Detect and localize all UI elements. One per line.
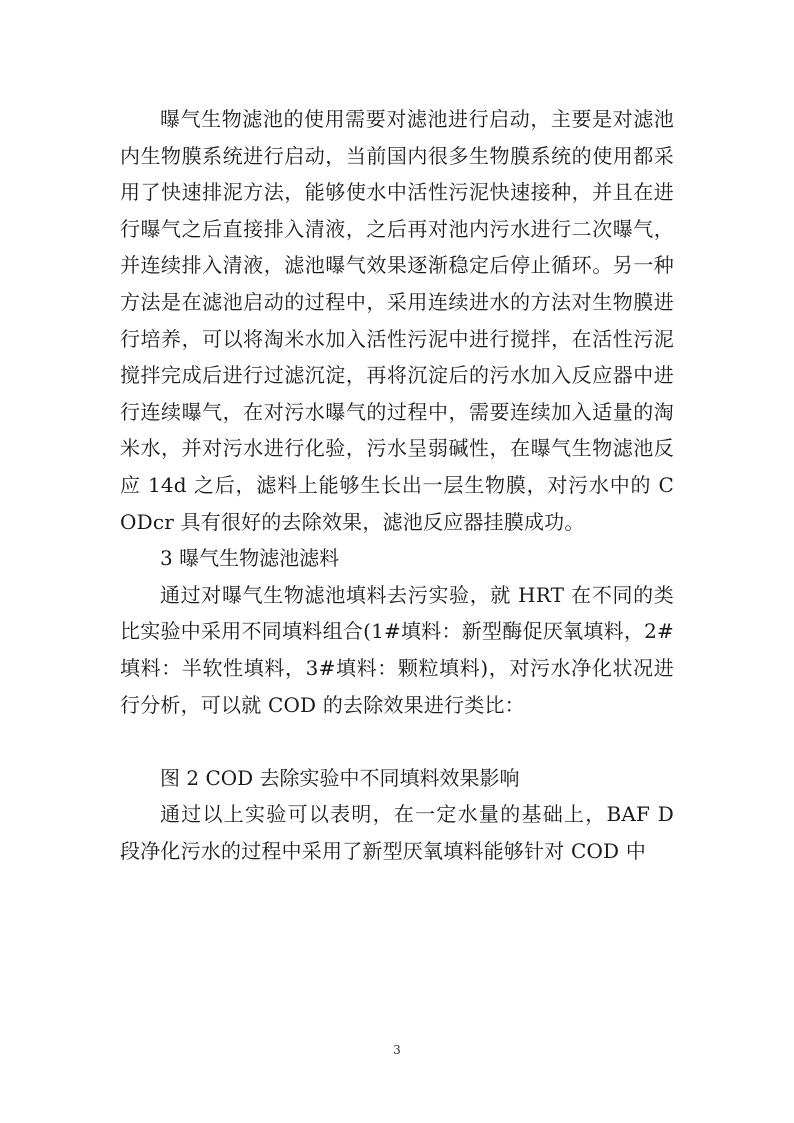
paragraph-startup-method: 曝气生物滤池的使用需要对滤池进行启动，主要是对滤池内生物膜系统进行启动，当前国内很多生物膜系统的使用都采用了快速排泥方法，能够使水中活性污泥快速接种，并且在进行曝气之后直接排入清液，之后再对池内污水进行二次曝气，并连续排入清液，滤池曝气效果逐渐稳定后停止循环。另一种方法是在滤池启动的过程中，采用连续进水的方法对生物膜进行培养，可以将淘米水加入活性污泥中进行搅拌，在活性污泥搅拌完成后进行过滤沉淀，再将沉淀后的污水加入反应器中进行连续曝气，在对污水曝气的过程中，需要连续加入适量的淘米水，并对污水进行化验，污水呈弱碱性，在曝气生物滤池反应 14d 之后，滤料上能够生长出一层生物膜，对污水中的 CODcr 具有很好的去除效果，滤池反应器挂膜成功。 xyxy=(120,107,674,534)
paragraph-conclusion: 通过以上实验可以表明，在一定水量的基础上，BAF D 段净化污水的过程中采用了新型厌氧填料能够针对 COD 中 xyxy=(120,802,674,863)
section-heading: 3 曝气生物滤池滤料 xyxy=(160,546,340,571)
document-body xyxy=(120,101,674,869)
page-number: 3 xyxy=(393,1043,401,1057)
figure-caption: 图 2 COD 去除实验中不同填料效果影响 xyxy=(160,765,520,790)
figure-placeholder xyxy=(120,723,674,760)
paragraph-filler-experiment: 通过对曝气生物滤池填料去污实验，就 HRT 在不同的类比实验中采用不同填料组合(1#填料：新型酶促厌氧填料，2#填料：半软性填料，3#填料：颗粒填料)，对污水净化状况进行分析，可以就 COD 的去除效果进行类比： xyxy=(120,582,674,717)
